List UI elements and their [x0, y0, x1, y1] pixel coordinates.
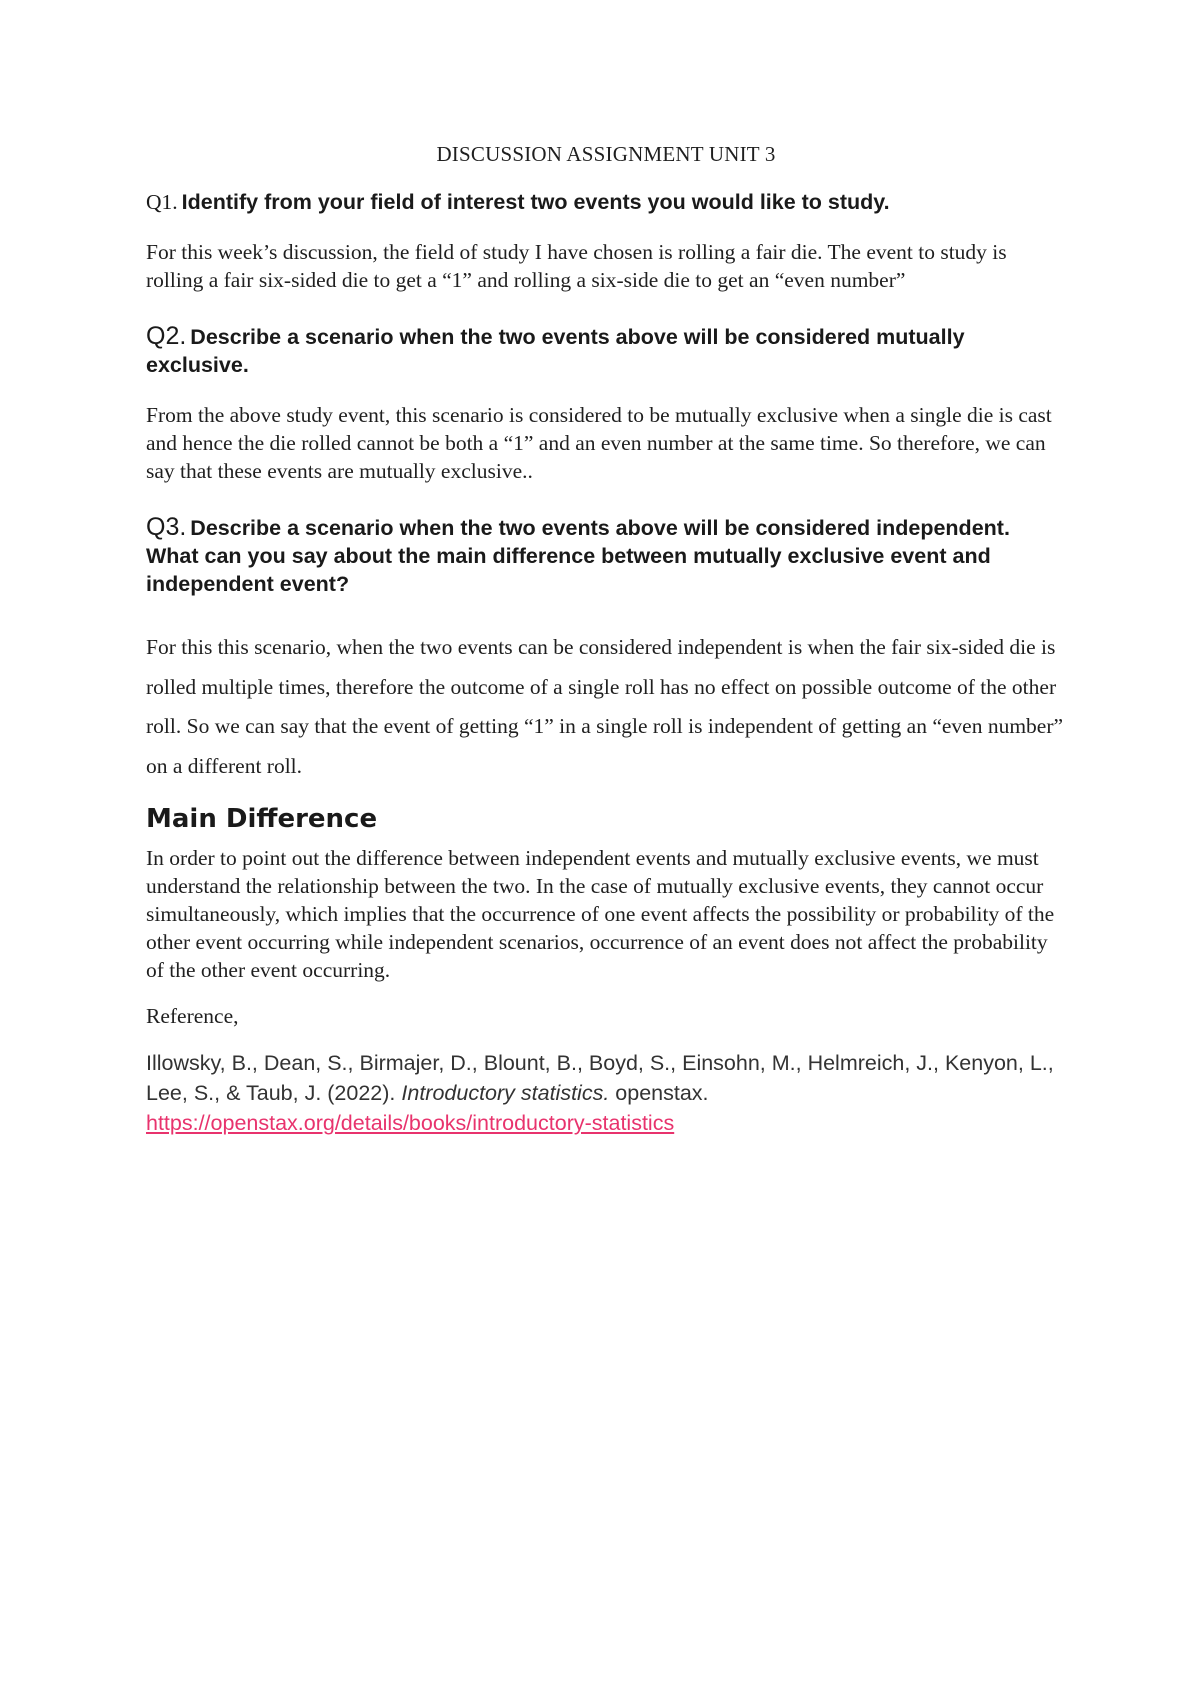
- citation-authors: Illowsky, B., Dean, S., Birmajer, D., Blount, B., Boyd, S., Einsohn, M., Helmreich, J., Kenyon, L., Lee, S., & Taub, J. (2022).: [146, 1051, 1054, 1105]
- main-difference-text: In order to point out the difference between independent events and mutually exclusive events, we must understand the relationship between the two. In the case of mutually exclusive events, they cannot occur simultaneously, which implies that the occurrence of one event affects the possibility or probability of the other event occurring while independent scenarios, occurrence of an event does not affect the probability of the other event occurring.: [146, 846, 1055, 982]
- question-2-number: Q2.: [146, 322, 187, 350]
- question-2: [146, 322, 1066, 379]
- document-body: [146, 140, 1066, 1138]
- reference-label: Reference,: [146, 1004, 239, 1028]
- document-title: DISCUSSION ASSIGNMENT UNIT 3: [436, 142, 776, 166]
- question-3: [146, 513, 1066, 598]
- citation-book-title: Introductory statistics.: [401, 1081, 610, 1105]
- question-1: [146, 188, 1066, 216]
- citation-url-link[interactable]: https://openstax.org/details/books/introductory-statistics: [146, 1111, 675, 1135]
- question-1-number: Q1.: [146, 190, 178, 214]
- main-difference-heading: Main Difference: [146, 804, 378, 834]
- answer-3: For this this scenario, when the two events can be considered independent is when the fair six-sided die is rolled multiple times, therefore the outcome of a single roll has no effect on possible outcome of the other roll. So we can say that the event of getting “1” in a single roll is independent of getting an “even number” on a different roll.: [146, 635, 1064, 778]
- answer-1: For this week’s discussion, the field of study I have chosen is rolling a fair die. The event to study is rolling a fair six-sided die to get a “1” and rolling a six-side die to get an “even number”: [146, 240, 1007, 292]
- question-3-number: Q3.: [146, 513, 187, 541]
- reference-citation: [146, 1048, 1066, 1138]
- citation-publisher: openstax.: [615, 1081, 709, 1105]
- question-1-text: Identify from your field of interest two events you would like to study.: [181, 190, 890, 214]
- question-3-text: Describe a scenario when the two events above will be considered independent. What can you say about the main difference between mutually exclusive event and independent event?: [146, 516, 1010, 596]
- answer-2: From the above study event, this scenario is considered to be mutually exclusive when a single die is cast and hence the die rolled cannot be both a “1” and an even number at the same time. So therefore, we can say that these events are mutually exclusive..: [146, 403, 1052, 483]
- question-2-text: Describe a scenario when the two events above will be considered mutually exclusive.: [146, 325, 965, 377]
